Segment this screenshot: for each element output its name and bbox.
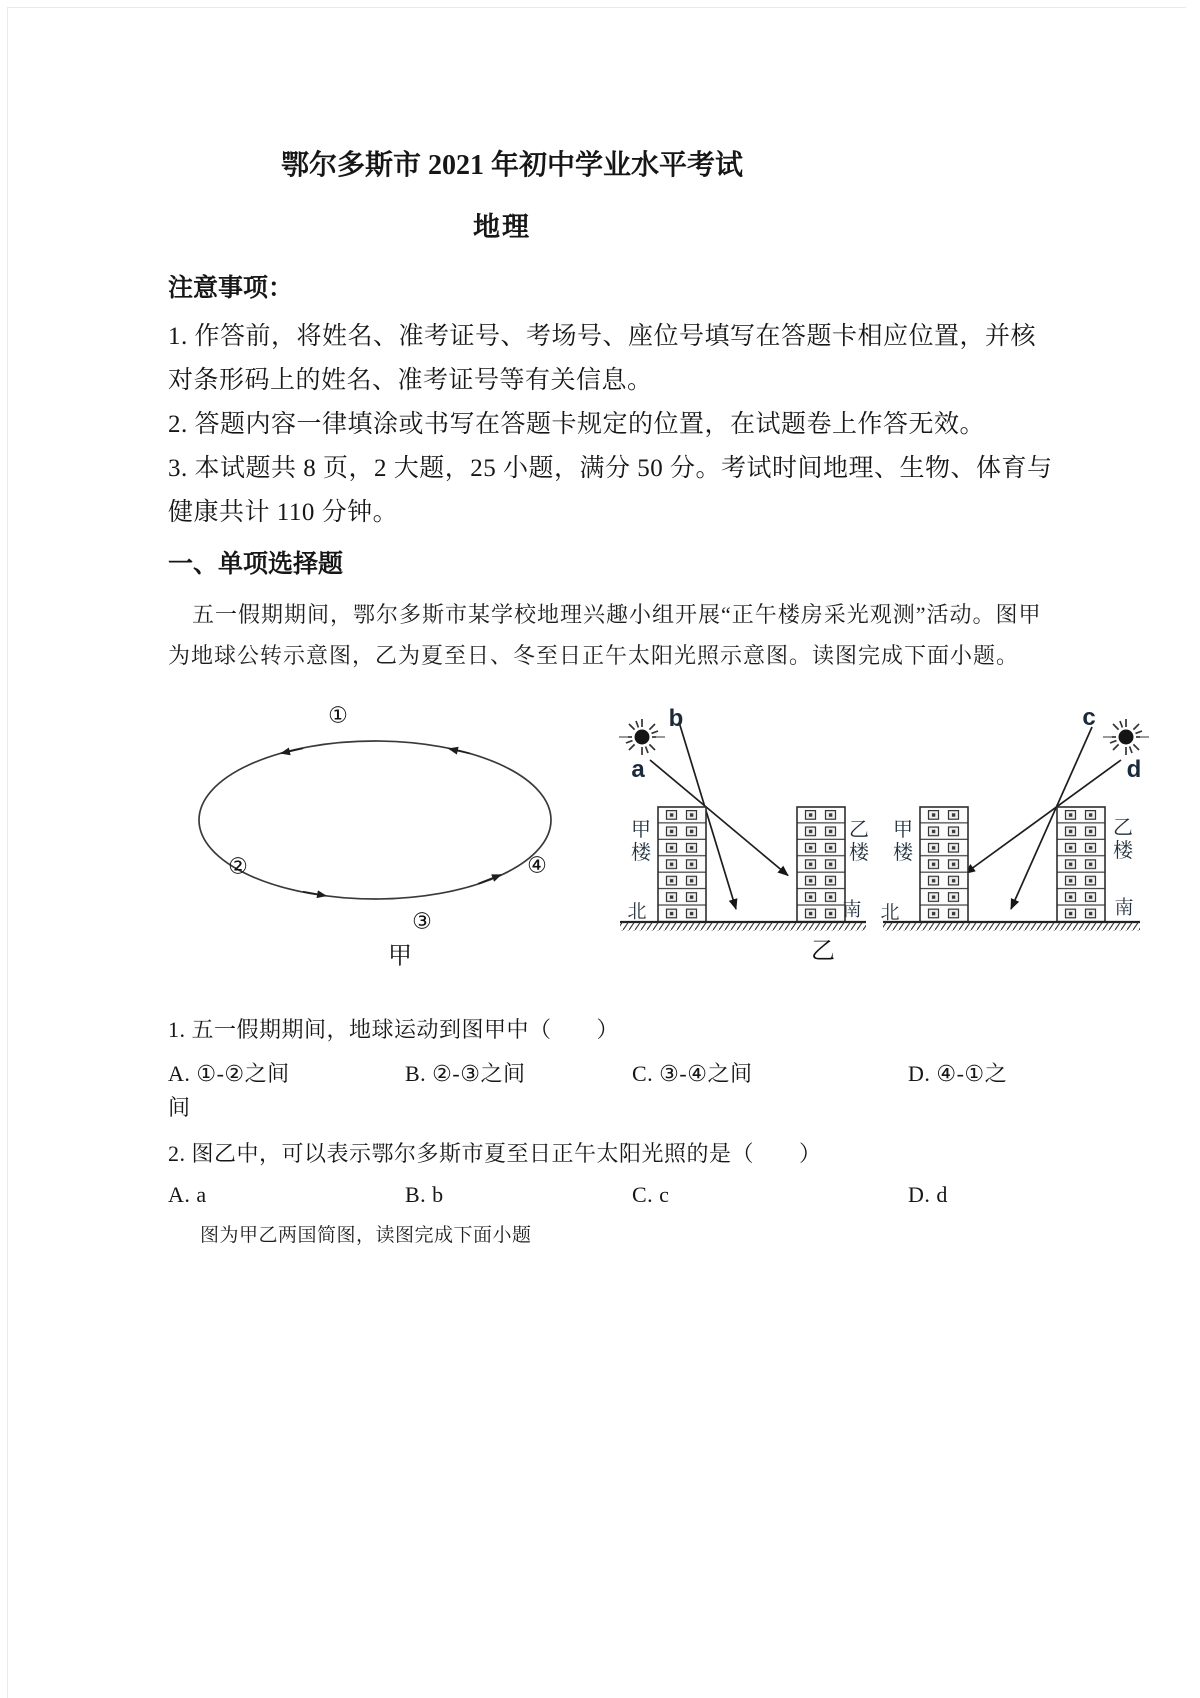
direction-label-south-left: 南 bbox=[842, 899, 862, 921]
building-jia-right bbox=[920, 807, 968, 922]
notice-item-2: 2. 答题内容一律填涂或书写在答题卡规定的位置，在试题卷上作答无效。 bbox=[168, 411, 986, 438]
question-2-options bbox=[168, 1182, 1068, 1212]
sun-icon-left bbox=[619, 719, 665, 755]
earth-revolution-diagram bbox=[175, 660, 575, 970]
building-label-jia-left: 甲楼 bbox=[631, 819, 651, 864]
orbit-arrow-bottom-right bbox=[478, 875, 501, 884]
figure-jia-caption: 甲 bbox=[388, 943, 412, 970]
ray-label-a: a bbox=[631, 756, 645, 783]
direction-label-south-right: 南 bbox=[1114, 897, 1134, 919]
orbit-position-4: ④ bbox=[527, 853, 547, 879]
ray-label-c: c bbox=[1082, 704, 1096, 731]
q1-option-d: D. ④-①之 bbox=[908, 1061, 1008, 1086]
building-label-yi-right: 乙楼 bbox=[1113, 817, 1133, 862]
orbit-position-1: ① bbox=[328, 703, 348, 729]
direction-label-north-right: 北 bbox=[880, 902, 900, 924]
q1-option-b: B. ②-③之间 bbox=[405, 1061, 526, 1086]
building-yi-right bbox=[1057, 807, 1105, 922]
orbit-position-2: ② bbox=[228, 854, 248, 880]
q2-option-a: A. a bbox=[168, 1182, 207, 1207]
passage-two: 图为甲乙两国简图，读图完成下面小题 bbox=[200, 1225, 532, 1246]
subject-title: 地理 bbox=[473, 212, 531, 242]
ground-right bbox=[883, 922, 1140, 931]
passage-intro-line-2: 为地球公转示意图，乙为夏至日、冬至日正午太阳光照示意图。读图完成下面小题。 bbox=[168, 643, 1020, 668]
notice-heading: 注意事项： bbox=[168, 275, 294, 302]
sunlight-diagram bbox=[575, 690, 1175, 970]
notice-item-3-line-2: 健康共计 110 分钟。 bbox=[168, 499, 399, 526]
question-2-stem: 2. 图乙中，可以表示鄂尔多斯市夏至日正午太阳光照的是（ ） bbox=[168, 1141, 822, 1166]
orbit-arrow-bottom-left bbox=[303, 892, 326, 896]
notice-item-1-line-1: 1. 作答前，将姓名、准考证号、考场号、座位号填写在答题卡相应位置，并核 bbox=[168, 323, 1037, 350]
passage-intro-line-1: 五一假期期间，鄂尔多斯市某学校地理兴趣小组开展“正午楼房采光观测”活动。图甲 bbox=[192, 602, 1042, 627]
orbit-arrow-top-left bbox=[281, 748, 303, 753]
ray-label-d: d bbox=[1126, 756, 1142, 783]
q2-option-c: C. c bbox=[632, 1182, 670, 1207]
ground-left bbox=[620, 922, 866, 931]
ray-label-b: b bbox=[668, 705, 684, 732]
building-label-jia-right: 甲楼 bbox=[893, 819, 913, 864]
question-1-options bbox=[168, 1057, 1068, 1087]
figure-yi-caption: 乙 bbox=[811, 938, 835, 965]
direction-label-north-left: 北 bbox=[627, 901, 647, 923]
q2-option-d: D. d bbox=[908, 1182, 948, 1207]
q1-option-d-wrap: 间 bbox=[168, 1095, 191, 1120]
building-jia-left bbox=[658, 807, 706, 922]
q2-option-b: B. b bbox=[405, 1182, 444, 1207]
orbit-arrow-top-right bbox=[449, 749, 470, 754]
notice-item-3-line-1: 3. 本试题共 8 页，2 大题，25 小题，满分 50 分。考试时间地理、生物、体育与 bbox=[168, 455, 1053, 482]
notice-item-1-line-2: 对条形码上的姓名、准考证号等有关信息。 bbox=[168, 367, 653, 394]
section-heading: 一、单项选择题 bbox=[168, 551, 344, 578]
q1-option-c: C. ③-④之间 bbox=[632, 1061, 753, 1086]
q1-option-a: A. ①-②之间 bbox=[168, 1061, 290, 1086]
question-1-stem: 1. 五一假期期间，地球运动到图甲中（ ） bbox=[168, 1017, 620, 1042]
building-yi-left bbox=[797, 807, 845, 922]
sun-icon-right bbox=[1103, 719, 1149, 755]
building-label-yi-left: 乙楼 bbox=[849, 819, 869, 864]
page-title: 鄂尔多斯市 2021 年初中学业水平考试 bbox=[280, 150, 744, 181]
orbit-position-3: ③ bbox=[412, 909, 432, 935]
